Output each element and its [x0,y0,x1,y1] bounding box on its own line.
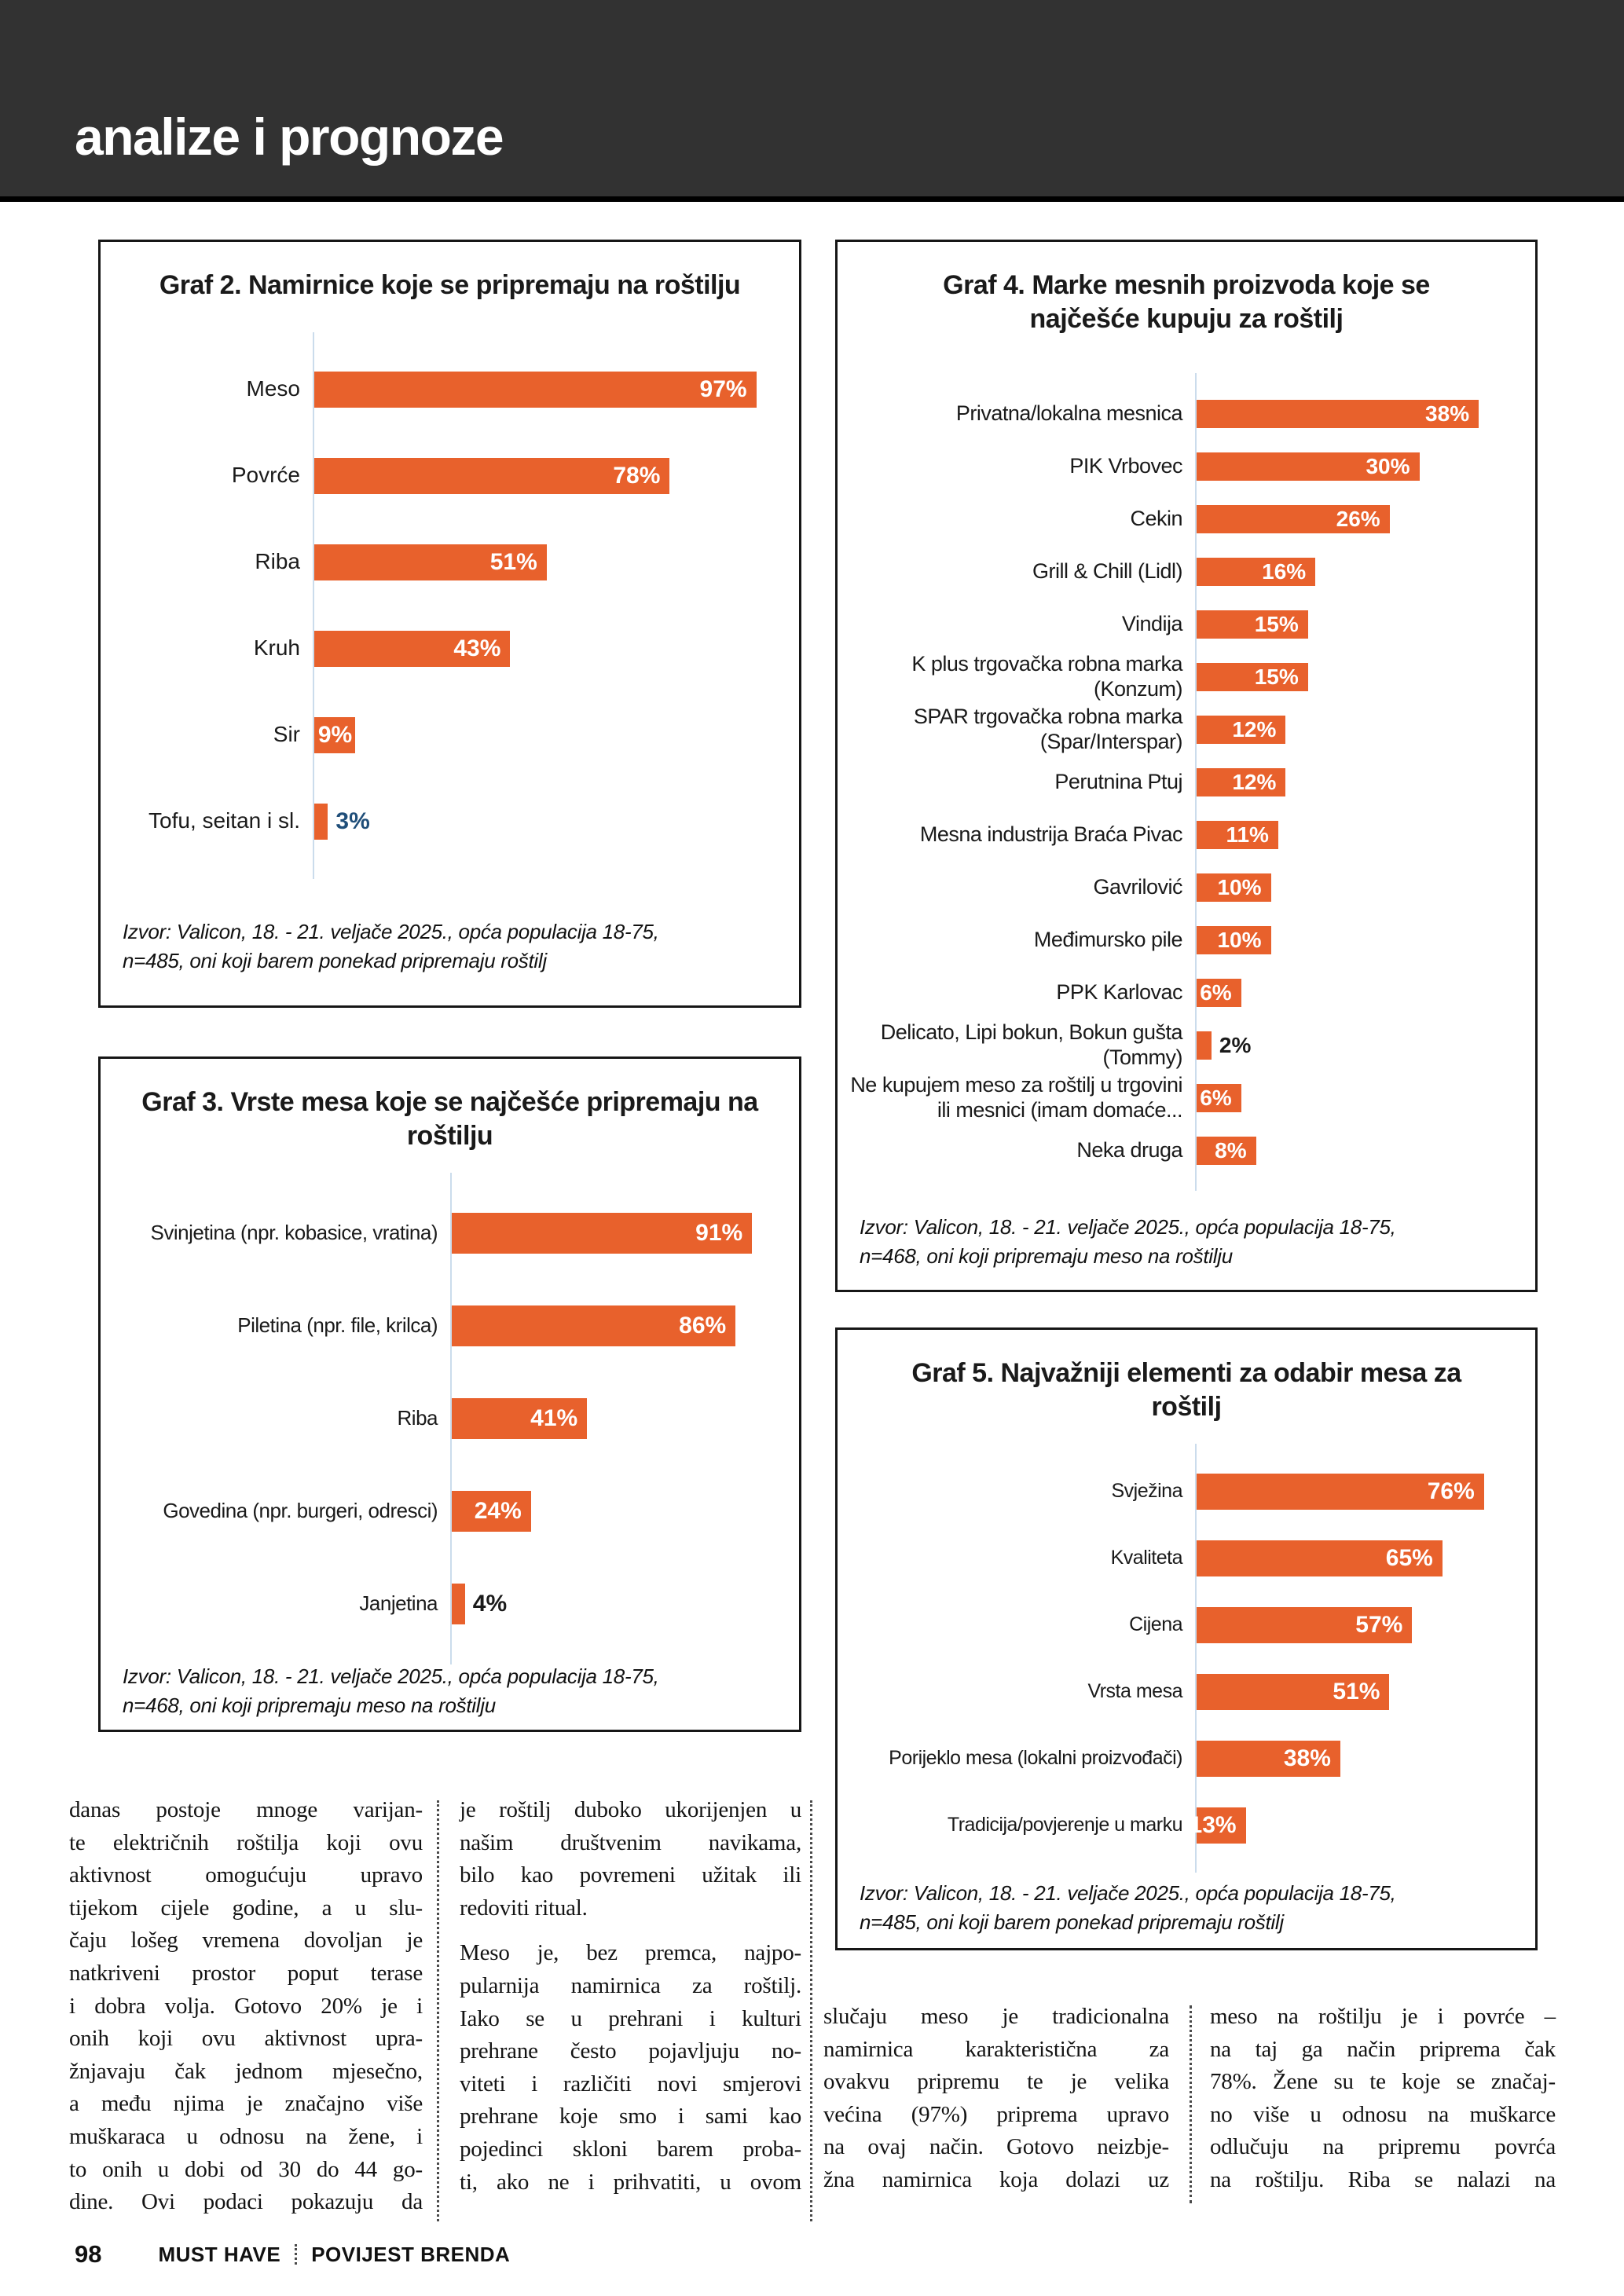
graf5-plot-rows [838,1458,1535,1858]
source-line: Izvor: Valicon, 18. - 21. veljače 2025., opća populacija 18-75, [860,1881,1396,1905]
category-label: Vrsta mesa [1087,1680,1182,1703]
category-label: PPK Karlovac [1056,980,1182,1004]
page-header-title: analize i prognoze [75,108,504,166]
value-label: 12% [1232,716,1277,742]
bar-row [838,598,1535,650]
category-label: Piletina (npr. file, krilca) [237,1313,438,1338]
text-line: aktivnost omogućuju upravo [69,1862,423,1888]
text-line: prehrane koje smo i sami kao [460,2104,801,2129]
category-label: Govedina (npr. burgeri, odresci) [163,1499,438,1523]
column-divider [1190,2005,1192,2203]
text-line: Iako se u prehrani i kulturi [460,2005,801,2031]
bar-row [838,808,1535,861]
category-label: Međimursko pile [1033,927,1182,951]
plot-area [1195,979,1492,1007]
plot-area [1195,1474,1498,1510]
bar-row [838,966,1535,1019]
bar [1197,452,1420,481]
bar [452,1213,752,1254]
bar-row [101,692,799,778]
graf3-source-note [123,1662,782,1720]
bar [1197,979,1241,1007]
bar-row [101,606,799,692]
page-header-band [0,0,1624,202]
category-label: Grill & Chill (Lidl) [1032,558,1182,583]
bar [1197,926,1271,954]
bar-row [838,1124,1535,1177]
bar [314,717,355,753]
source-line: n=468, oni koji pripremaju meso na roštilju [123,1694,496,1717]
value-label: 41% [530,1405,578,1431]
text-line: te električnih roštilja koji ovu [69,1829,423,1855]
plot-area [1195,1607,1498,1643]
text-line: većina (97%) priprema upravo [823,2101,1169,2127]
category-label: Vindija [1121,611,1182,635]
bar [314,631,510,667]
bar [1197,1607,1412,1643]
bar-row [838,703,1535,756]
bar [1197,610,1308,639]
bar [452,1305,735,1346]
plot-area [450,1305,780,1346]
value-label: 51% [489,548,537,575]
text-line: našim društvenim navikama, [460,1829,801,1855]
bar [452,1491,531,1532]
text-line: žna namirnica koja dolazi uz [823,2166,1169,2192]
text-line: onih koji ovu aktivnost upra- [69,2026,423,2052]
plot-area [1195,505,1492,533]
text-line: a među njima je značajno više [69,2091,423,2117]
value-label: 9% [317,721,353,748]
plot-area [1195,926,1492,954]
value-label: 4% [472,1591,508,1617]
plot-area [313,717,768,753]
category-label: Perutnina Ptuj [1054,769,1182,793]
category-label: K plus trgovačka robna marka (Konzum) [911,652,1182,701]
value-label: 97% [699,375,747,402]
category-label: Cekin [1130,506,1182,530]
source-line: Izvor: Valicon, 18. - 21. veljače 2025., opća populacija 18-75, [123,920,659,943]
category-label: Janjetina [359,1591,438,1616]
bar [314,544,547,580]
text-line: 78%. Žene su te koje se značaj- [1210,2069,1556,2095]
text-line: meso na roštilju je i povrće – [1210,2004,1556,2029]
bar [1197,716,1285,744]
category-label: Tradicija/povjerenje u marku [947,1814,1182,1836]
plot-area [313,804,768,840]
bar [314,458,669,494]
bar [1197,768,1285,796]
value-label: 24% [474,1498,522,1524]
bar [1189,1807,1246,1844]
text-line: ovakvu pripremu te je velika [823,2069,1169,2095]
value-label: 78% [613,462,661,489]
category-label: Kruh [253,635,300,661]
paragraph [460,1794,801,1924]
bar-row [101,519,799,606]
bar-row [838,756,1535,808]
text-line: to onih u dobi od 30 do 44 go- [69,2156,423,2182]
bar [1197,505,1390,533]
footer-divider [295,2244,297,2265]
value-label: 91% [695,1220,743,1246]
bar-row [838,1725,1535,1792]
text-line: dine. Ovi podaci pokazuju da [69,2189,423,2215]
bar-row [838,440,1535,493]
value-label: 16% [1262,558,1307,584]
bar-row [838,545,1535,598]
bar [1197,821,1278,849]
plot-area [1195,768,1492,796]
page-footer [75,2240,510,2269]
graf4-panel [835,240,1538,1292]
text-line: ti, ako ne i prihvatiti, u ovom [460,2169,801,2195]
bar [1197,1540,1443,1576]
category-label: Meso [246,376,300,401]
text-line: muškaraca u odnosu na žene, i [69,2123,423,2149]
text-line: odlučuju na pripremu povrća [1210,2134,1556,2160]
bar [1197,400,1479,428]
plot-area [1195,1674,1498,1710]
plot-area [313,544,768,580]
plot-area [1195,716,1492,744]
category-label: Privatna/lokalna mesnica [955,401,1182,425]
category-label: Svježina [1111,1480,1182,1503]
value-label: 38% [1425,401,1470,426]
bar [314,372,757,408]
value-label: 2% [1219,1032,1252,1057]
value-label: 11% [1226,822,1269,847]
text-line: žnjavaju čak jednom mjesečno, [69,2058,423,2084]
category-label: Neka druga [1076,1137,1182,1162]
bar [1197,873,1271,902]
bar-row [838,1071,1535,1124]
bar-row [101,346,799,433]
text-line: na roštilju. Riba se nalazi na [1210,2166,1556,2192]
category-label: Tofu, seitan i sl. [148,808,300,833]
bar-row [101,778,799,865]
text-line: Meso je, bez premca, najpo- [460,1940,801,1966]
category-label: Sir [273,722,300,747]
y-axis-line [313,332,314,879]
bar [1197,1674,1389,1710]
value-label: 10% [1217,874,1262,899]
bar-row [838,914,1535,966]
graf2-panel [98,240,801,1008]
plot-area [1195,452,1492,481]
plot-area [450,1584,780,1624]
value-label: 6% [1200,1085,1232,1110]
bar-row [838,1458,1535,1525]
text-line: no više u odnosu na muškarce [1210,2101,1556,2127]
bar [1197,558,1315,586]
bar-row [838,1792,1535,1858]
value-label: 10% [1217,927,1262,952]
graf5-source-note [860,1879,1518,1937]
paragraph [1210,2001,1556,2197]
source-line: n=485, oni koji barem ponekad pripremaju roštilj [123,949,547,972]
plot-area [1195,1031,1492,1060]
text-line: natkriveni prostor poput terase [69,1960,423,1986]
bar-row [838,1525,1535,1591]
text-line: je roštilj duboko ukorijenjen u [460,1797,801,1822]
bar [1197,1137,1256,1165]
source-line: Izvor: Valicon, 18. - 21. veljače 2025., opća populacija 18-75, [860,1215,1396,1239]
bar [1197,1084,1241,1112]
plot-area [1195,1540,1498,1576]
bar-row [838,650,1535,703]
body-text-column-2 [460,1794,801,2199]
category-label: Cijena [1129,1613,1182,1636]
value-label: 57% [1355,1611,1403,1638]
value-label: 38% [1283,1745,1331,1771]
value-label: 86% [679,1313,727,1338]
plot-area [1195,821,1492,849]
plot-area [450,1398,780,1439]
plot-area [1195,663,1492,691]
body-text-column-3 [823,2001,1169,2197]
value-label: 8% [1215,1137,1247,1163]
source-line: Izvor: Valicon, 18. - 21. veljače 2025., opća populacija 18-75, [123,1664,659,1688]
graf2-plot-rows [101,346,799,865]
text-line: na ovaj način. Gotovo neizbje- [823,2134,1169,2160]
footer-brand: MUST HAVE [158,2242,281,2266]
value-label: 3% [335,807,370,834]
page-number: 98 [75,2240,102,2268]
bar-row [838,493,1535,545]
text-line: prehrane često pojavljuju no- [460,2038,801,2064]
bar-row [838,861,1535,914]
graf5-panel [835,1327,1538,1950]
source-line: n=485, oni koji barem ponekad pripremaju roštilj [860,1910,1284,1934]
body-text-column-1 [69,1794,423,2219]
category-label: Svinjetina (npr. kobasice, vratina) [150,1221,438,1245]
text-line: pojedinci skloni barem proba- [460,2136,801,2162]
paragraph [823,2001,1169,2197]
value-label: 65% [1385,1544,1433,1571]
value-label: 12% [1232,769,1277,794]
graf2-source-note [123,917,782,976]
value-label: 26% [1336,506,1380,531]
bar [1197,1474,1484,1510]
category-label: Riba [255,549,300,574]
text-line: čaju lošeg vremena dovoljan je [69,1928,423,1954]
plot-area [1195,400,1492,428]
paragraph [69,1794,423,2219]
column-divider [810,1800,812,2221]
bar [452,1398,587,1439]
body-text-column-4 [1210,2001,1556,2197]
plot-area [1195,1137,1492,1165]
text-line: bilo kao povremeni užitak ili [460,1862,801,1888]
value-label: 13% [1189,1811,1237,1838]
plot-area [1195,873,1492,902]
category-label: Povrće [231,463,300,488]
category-label: Gavrilović [1093,874,1182,899]
graf4-plot-rows [838,387,1535,1177]
category-label: Kvaliteta [1110,1547,1182,1569]
paragraph [460,1937,801,2199]
plot-area [313,631,768,667]
plot-area [1195,1741,1498,1777]
footer-section: POVIJEST BRENDA [311,2242,511,2266]
graf3-panel [98,1056,801,1732]
plot-area [1195,558,1492,586]
text-line: namirnica karakteristična za [823,2036,1169,2062]
bar [1197,1741,1340,1777]
text-line: na taj ga način priprema čak [1210,2036,1556,2062]
graf2-title: Graf 2. Namirnice koje se pripremaju na roštilju [159,270,741,300]
value-label: 6% [1200,980,1232,1005]
plot-area [313,458,768,494]
value-label: 43% [453,635,501,661]
category-label: Porijeklo mesa (lokalni proizvođači) [889,1747,1182,1770]
column-divider [437,1800,439,2221]
bar [1197,663,1308,691]
plot-area [1195,610,1492,639]
text-line: danas postoje mnoge varijan- [69,1797,423,1822]
value-label: 30% [1366,453,1410,478]
bar-row [838,387,1535,440]
plot-area [313,372,768,408]
graf5-title: Graf 5. Najvažniji elementi za odabir mesa za roštilj [911,1358,1461,1422]
bar-row [838,1019,1535,1071]
category-label: PIK Vrbovec [1069,453,1182,478]
plot-area [450,1213,780,1254]
bar [452,1584,508,1624]
value-label: 51% [1333,1678,1380,1705]
bar [1197,1031,1252,1060]
graf3-title: Graf 3. Vrste mesa koje se najčešće pripremaju na roštilju [141,1087,758,1151]
bar [314,804,370,840]
category-label: SPAR trgovačka robna marka (Spar/Interspar) [913,705,1182,753]
graf3-plot-rows [101,1187,799,1650]
plot-area [1195,1084,1492,1112]
plot-area [450,1491,780,1532]
text-line: slučaju meso je tradicionalna [823,2004,1169,2029]
text-line: redoviti ritual. [460,1895,588,1921]
text-line: viteti i različiti novi smjerovi [460,2071,801,2096]
graf4-title: Graf 4. Marke mesnih proizvoda koje se najčešće kupuju za roštilj [943,270,1430,334]
category-label: Mesna industrija Braća Pivac [919,822,1182,846]
source-line: n=468, oni koji pripremaju meso na roštilju [860,1244,1233,1268]
text-line: pularnija namirnica za roštilj. [460,1972,801,1998]
bar-row [838,1658,1535,1725]
value-label: 15% [1254,664,1299,689]
text-line: i dobra volja. Gotovo 20% je i [69,1993,423,2019]
category-label: Delicato, Lipi bokun, Bokun gušta (Tommy) [880,1020,1182,1069]
value-label: 76% [1427,1478,1475,1504]
graf4-source-note [860,1213,1518,1271]
category-label: Ne kupujem meso za roštilj u trgovini ili mesnici (imam domaće... [850,1073,1182,1122]
bar-row [101,433,799,519]
category-label: Riba [397,1406,438,1430]
value-label: 15% [1254,611,1299,636]
plot-area [1189,1807,1498,1844]
bar-row [838,1591,1535,1658]
text-line: tijekom cijele godine, a u slu- [69,1895,423,1921]
